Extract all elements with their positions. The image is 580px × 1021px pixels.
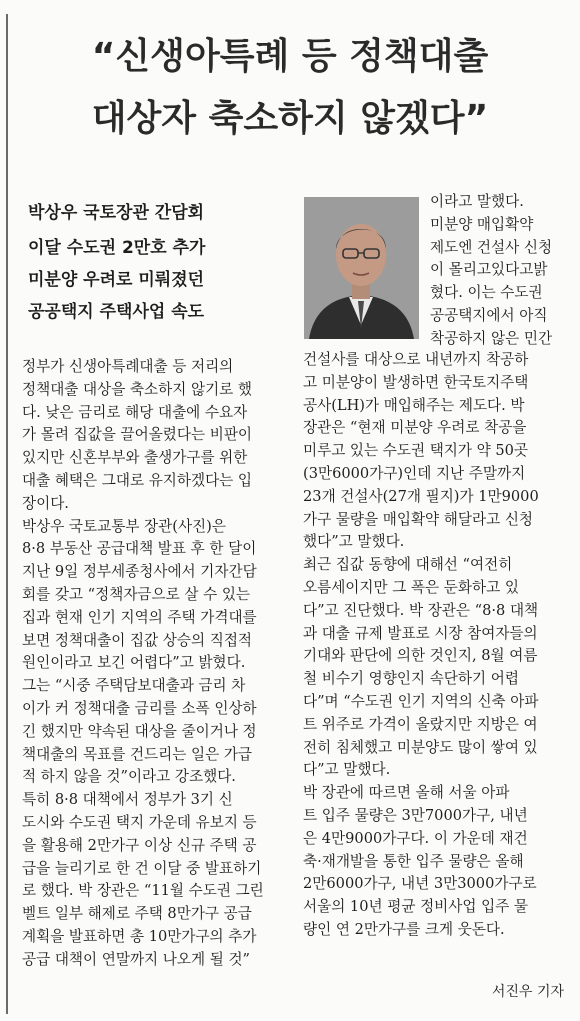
- headline-line-1: “신생아특례 등 정책대출: [91, 36, 489, 77]
- body-line: 박 장관에 따르면 올해 서울 아파: [303, 784, 510, 802]
- body-line: 과 대출 규제 발표로 시장 참여자들의: [303, 624, 538, 642]
- body-line: 제도엔 건설사 신청: [430, 238, 553, 256]
- body-line: 미루고 있는 수도권 택지가 약 50곳: [303, 442, 529, 460]
- body-line: 서울의 10년 평균 정비사업 입주 물: [303, 898, 529, 916]
- body-line: 트 입주 물량은 3만7000가구, 내년: [303, 806, 528, 824]
- body-line: 대출 혜택은 그대로 유지하겠다는 입: [22, 471, 253, 489]
- subhead-line: 이달 수도권 2만호 추가: [28, 238, 206, 258]
- body-line: 8·8 부동산 공급대책 발표 후 한 달이: [22, 540, 257, 558]
- body-line: 공사(LH)가 매입해주는 제도다. 박: [303, 396, 525, 414]
- body-line: 도시와 수도권 택지 가운데 유보지 등: [22, 813, 257, 831]
- body-line: 벨트 일부 해제로 주택 8만가구 공급: [22, 905, 252, 923]
- portrait-photo-illustration: [304, 197, 419, 339]
- body-line: 축·재개발을 통한 입주 물량은 올해: [303, 852, 524, 870]
- body-line: 철 비수기 영향인지 속단하기 어렵: [303, 670, 519, 688]
- body-line: 정책대출 대상을 축소하지 않기로 했: [22, 380, 253, 398]
- subhead-line: 미분양 우려로 미뤄졌던: [28, 270, 205, 290]
- body-line: 23개 건설사(27개 필지)가 1만9000: [303, 487, 539, 505]
- body-line: 그는 “시중 주택담보대출과 금리 차: [22, 677, 246, 695]
- body-line: 급을 늘리기로 한 건 이달 중 발표하기: [22, 859, 262, 877]
- body-line: 정부가 신생아특례대출 등 저리의: [22, 358, 234, 375]
- body-column-right-top: [430, 191, 572, 351]
- body-line: 원인이라고 보긴 어렵다”고 밝혔다.: [22, 654, 246, 672]
- body-line: 은 4만9000가구다. 이 가운데 재건: [303, 829, 528, 847]
- body-line: 량인 연 2만가구를 크게 웃돈다.: [303, 920, 505, 938]
- body-line: 최근 집값 동향에 대해선 “여전히: [303, 556, 513, 574]
- body-line: 공급 대책이 연말까지 나오게 될 것”: [22, 950, 251, 968]
- body-line: 장관은 “현재 미분양 우려로 착공을: [303, 419, 527, 437]
- body-line: 박상우 국토교통부 장관(사진)은: [22, 517, 226, 535]
- body-line: 집과 현재 인기 지역의 주택 가격대를: [22, 608, 257, 626]
- body-line: 이라고 말했다.: [430, 193, 524, 210]
- body-line: 다”고 진단했다. 박 장관은 “8·8 대책: [303, 601, 539, 619]
- body-line: 특히 8·8 대책에서 정부가 3기 신: [22, 791, 233, 809]
- body-line: 전히 침체했고 미분양도 많이 쌓여 있: [303, 738, 538, 756]
- body-line: 다”며 “수도권 인기 지역의 신축 아파: [303, 692, 539, 710]
- body-line: 건설사를 대상으로 내년까지 착공하: [303, 351, 529, 368]
- body-line: 했다”고 말했다.: [303, 533, 405, 551]
- body-line: 이가 커 정책대출 금리를 소폭 인상하: [22, 699, 257, 717]
- body-line: 가구 물량을 매입확약 해달라고 신청: [303, 510, 534, 528]
- body-line: 이 몰리고있다고밝: [430, 261, 548, 279]
- body-line: 혔다. 이는 수도권: [430, 284, 543, 302]
- body-column-right: [303, 349, 573, 942]
- portrait-photo: [304, 197, 419, 339]
- body-line: 고 미분양이 발생하면 한국토지주택: [303, 373, 529, 391]
- byline: 서진우 기자: [491, 984, 564, 1000]
- body-line: 트 위주로 가격이 올랐지만 지방은 여: [303, 715, 538, 733]
- body-line: 지난 9일 정부세종청사에서 기자간담: [22, 563, 257, 581]
- headline-line-2: 대상자 축소하지 않겠다”: [91, 98, 489, 139]
- column-rule: [6, 14, 8, 1014]
- body-line: 긴 했지만 약속된 대상을 줄이거나 정: [22, 722, 257, 740]
- body-line: 기대와 판단에 의한 것인지, 8월 여름: [303, 647, 538, 665]
- body-line: 책대출의 목표를 건드리는 일은 가급: [22, 745, 253, 763]
- body-line: (3만6000가구)인데 지난 주말까지: [303, 464, 526, 482]
- body-line: 다”고 말했다.: [303, 761, 391, 779]
- body-line: 장이다.: [22, 494, 69, 512]
- body-line: 2만6000가구, 내년 3만3000가구로: [303, 875, 537, 893]
- subhead-title: 박상우 국토장관 간담회: [28, 203, 205, 223]
- body-line: 오름세이지만 그 폭은 둔화하고 있: [303, 578, 519, 596]
- body-line: 공공택지에서 아직: [430, 306, 548, 324]
- body-line: 있지만 신혼부부와 출생가구를 위한: [22, 449, 248, 467]
- body-line: 회를 갖고 “정책자금으로 살 수 있는: [22, 585, 251, 603]
- body-line: 가 몰려 집값을 끌어올렸다는 비판이: [22, 426, 253, 444]
- body-line: 보면 정책대출이 집값 상승의 직접적: [22, 631, 253, 649]
- body-line: 다. 낮은 금리로 해당 대출에 수요자: [22, 403, 248, 421]
- body-line: 적 하지 않을 것”이라고 강조했다.: [22, 768, 236, 786]
- body-line: 계획을 발표하면 총 10만가구의 추가: [22, 927, 257, 945]
- body-column-left: [22, 356, 284, 972]
- subhead-line: 공공택지 주택사업 속도: [28, 302, 205, 322]
- body-line: 로 했다. 박 장관은 “11월 수도권 그린: [22, 882, 264, 900]
- body-line: 미분양 매입확약: [430, 215, 534, 233]
- body-line: 을 활용해 2만가구 이상 신규 주택 공: [22, 836, 257, 854]
- body-line: 착공하지 않은 민간: [430, 329, 553, 347]
